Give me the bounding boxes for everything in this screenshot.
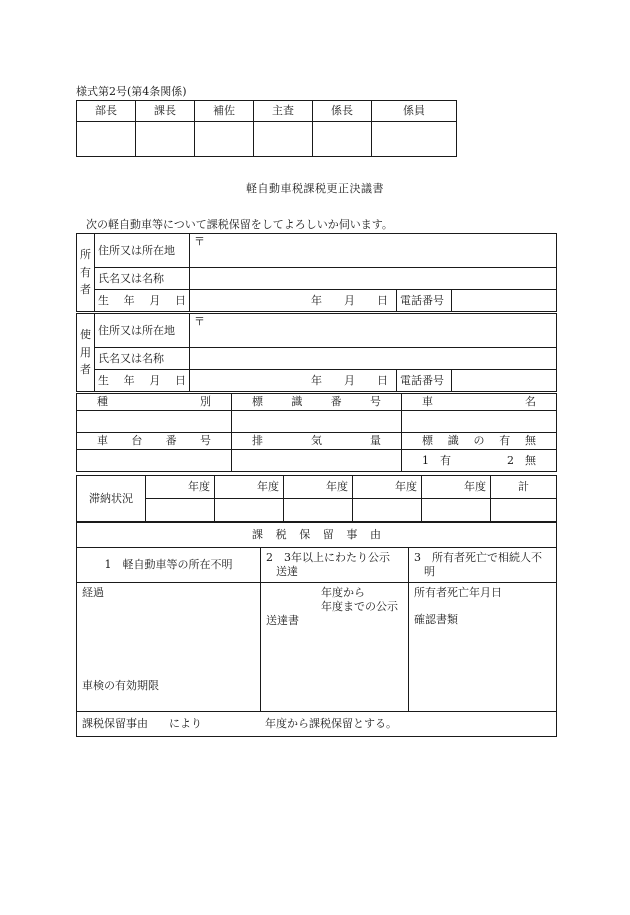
approval-stamp-box[interactable] bbox=[136, 122, 195, 157]
footer-result-label: 年度から課税保留とする。 bbox=[265, 717, 397, 731]
arrears-year-label: 年度 bbox=[422, 476, 491, 499]
owner-name-field[interactable] bbox=[190, 268, 557, 290]
arrears-year-label: 年度 bbox=[215, 476, 284, 499]
vehicle-type-field[interactable] bbox=[77, 411, 232, 433]
owner-phone-label: 電話番号 bbox=[397, 290, 452, 312]
plate-presence-label: 標 識 の 有 無 bbox=[402, 433, 557, 450]
arrears-total-label: 計 bbox=[491, 476, 557, 499]
user-name-field[interactable] bbox=[190, 348, 557, 370]
displacement-label: 排 気 量 bbox=[232, 433, 402, 450]
arrears-amount-field[interactable] bbox=[215, 499, 284, 522]
footer-by-label: により bbox=[169, 717, 202, 731]
arrears-amount-field[interactable] bbox=[146, 499, 215, 522]
postal-mark: 〒 bbox=[194, 235, 205, 248]
decision-footer[interactable] bbox=[77, 712, 557, 737]
death-info-cell[interactable] bbox=[409, 583, 557, 712]
approval-stamp-table bbox=[76, 100, 457, 157]
until-year-label: 年度までの公示 bbox=[321, 599, 398, 613]
owner-address-field[interactable] bbox=[190, 234, 557, 268]
inspection-expiry-label: 車検の有効期限 bbox=[82, 678, 159, 692]
chassis-number-label: 車 台 番 号 bbox=[77, 433, 232, 450]
reason-option-3[interactable]: 3 所有者死亡で相続人不 明 bbox=[409, 548, 557, 583]
approval-header: 課長 bbox=[136, 101, 195, 122]
approval-stamp-box[interactable] bbox=[195, 122, 254, 157]
arrears-total-field[interactable] bbox=[491, 499, 557, 522]
intro-text: 次の軽自動車等について課税保留をしてよろしいか伺います。 bbox=[86, 218, 393, 231]
approval-stamp-box[interactable] bbox=[77, 122, 136, 157]
car-name-field[interactable] bbox=[402, 411, 557, 433]
approval-header: 補佐 bbox=[195, 101, 254, 122]
from-year-label: 年度から bbox=[321, 586, 365, 599]
public-notice-cell[interactable] bbox=[261, 583, 409, 712]
plate-yes-option[interactable]: 1 有 bbox=[422, 453, 451, 467]
approval-header: 係員 bbox=[372, 101, 457, 122]
owner-dob-field[interactable]: 年 月 日 bbox=[190, 290, 397, 312]
reasons-table bbox=[76, 522, 557, 737]
vehicle-table bbox=[76, 393, 557, 472]
plate-presence-options[interactable] bbox=[402, 450, 557, 472]
approval-stamp-box[interactable] bbox=[372, 122, 457, 157]
approval-header: 主査 bbox=[254, 101, 313, 122]
owner-address-label: 住所又は所在地 bbox=[95, 234, 190, 268]
progress-label: 経過 bbox=[82, 586, 104, 599]
arrears-amount-field[interactable] bbox=[422, 499, 491, 522]
reason-option-1[interactable]: 1 軽自動車等の所在不明 bbox=[77, 548, 261, 583]
owner-name-label: 氏名又は名称 bbox=[95, 268, 190, 290]
arrears-year-label: 年度 bbox=[146, 476, 215, 499]
approval-stamp-box[interactable] bbox=[313, 122, 372, 157]
plate-no-option[interactable]: 2 無 bbox=[507, 453, 536, 467]
served-docs-label: 送達書 bbox=[266, 613, 299, 627]
user-side-label: 使 用 者 bbox=[77, 314, 95, 392]
death-date-label: 所有者死亡年月日 bbox=[414, 586, 502, 599]
plate-number-label: 標 識 番 号 bbox=[232, 394, 402, 411]
approval-header: 部長 bbox=[77, 101, 136, 122]
car-name-label: 車 名 bbox=[402, 394, 557, 411]
reason-option-2[interactable]: 2 3年以上にわたり公示 送達 bbox=[261, 548, 409, 583]
user-dob-field[interactable]: 年 月 日 bbox=[190, 370, 397, 392]
displacement-field[interactable] bbox=[232, 450, 402, 472]
user-name-label: 氏名又は名称 bbox=[95, 348, 190, 370]
user-address-label: 住所又は所在地 bbox=[95, 314, 190, 348]
arrears-year-label: 年度 bbox=[353, 476, 422, 499]
chassis-number-field[interactable] bbox=[77, 450, 232, 472]
owner-side-label: 所 有 者 bbox=[77, 234, 95, 312]
approval-header: 係長 bbox=[313, 101, 372, 122]
user-phone-field[interactable] bbox=[452, 370, 557, 392]
confirm-docs-label: 確認書類 bbox=[414, 612, 458, 626]
progress-cell[interactable] bbox=[77, 583, 261, 712]
form-number-label: 様式第2号(第4条関係) bbox=[76, 85, 187, 98]
arrears-table bbox=[76, 475, 557, 522]
user-table bbox=[76, 313, 557, 392]
vehicle-type-label: 種 別 bbox=[77, 394, 232, 411]
reasons-title: 課 税 保 留 事 由 bbox=[77, 523, 557, 548]
user-address-field[interactable] bbox=[190, 314, 557, 348]
plate-number-field[interactable] bbox=[232, 411, 402, 433]
document-title: 軽自動車税課税更正決議書 bbox=[246, 182, 384, 195]
footer-reason-label: 課税保留事由 bbox=[82, 717, 148, 731]
owner-table bbox=[76, 233, 557, 312]
arrears-amount-field[interactable] bbox=[353, 499, 422, 522]
user-phone-label: 電話番号 bbox=[397, 370, 452, 392]
approval-stamp-box[interactable] bbox=[254, 122, 313, 157]
arrears-label: 滞納状況 bbox=[77, 476, 146, 522]
postal-mark: 〒 bbox=[194, 315, 205, 328]
user-dob-label: 生 年 月 日 bbox=[95, 370, 190, 392]
arrears-amount-field[interactable] bbox=[284, 499, 353, 522]
arrears-year-label: 年度 bbox=[284, 476, 353, 499]
owner-phone-field[interactable] bbox=[452, 290, 557, 312]
owner-dob-label: 生 年 月 日 bbox=[95, 290, 190, 312]
